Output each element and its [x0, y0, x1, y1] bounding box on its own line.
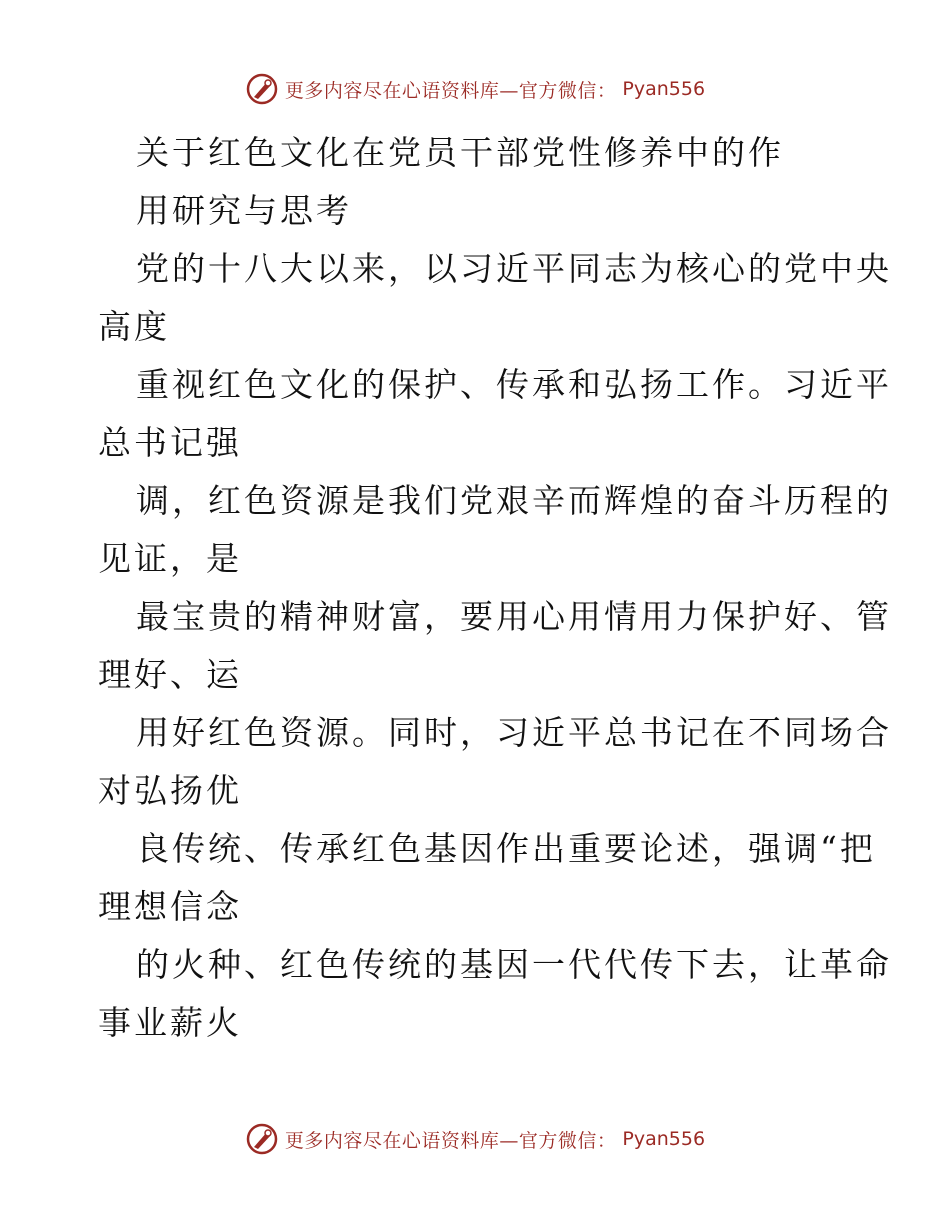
text-line: 理好、运 — [98, 655, 242, 694]
text-line: 对弘扬优 — [98, 771, 242, 810]
text-line: 用好红色资源。同时，习近平总书记在不同场合 — [136, 713, 892, 752]
text-line: 调，红色资源是我们党艰辛而辉煌的奋斗历程的 — [136, 481, 892, 520]
text-line: 的火种、红色传统的基因一代代传下去，让革命 — [136, 945, 892, 984]
text-line: 用研究与思考 — [136, 191, 352, 230]
text-line: 总书记强 — [98, 423, 242, 462]
text-line: 最宝贵的精神财富，要用心用情用力保护好、管 — [136, 597, 892, 636]
pen-nib-logo-icon — [245, 72, 279, 106]
pen-nib-logo-icon — [245, 1122, 279, 1156]
banner-text: 更多内容尽在心语资料库—官方微信： — [284, 79, 617, 102]
wechat-id: Pyan556 — [622, 78, 706, 100]
text-line: 重视红色文化的保护、传承和弘扬工作。习近平 — [136, 365, 892, 404]
document-body — [98, 124, 892, 1052]
text-line: 高度 — [98, 307, 170, 346]
footer-banner — [0, 1122, 950, 1156]
text-line: 理想信念 — [98, 887, 242, 926]
text-line: 见证，是 — [98, 539, 242, 578]
banner-text: 更多内容尽在心语资料库—官方微信： — [284, 1129, 617, 1152]
wechat-id: Pyan556 — [622, 1128, 706, 1150]
text-line: 关于红色文化在党员干部党性修养中的作 — [136, 133, 784, 172]
header-banner — [0, 72, 950, 106]
text-line: 党的十八大以来，以习近平同志为核心的党中央 — [136, 249, 892, 288]
text-line: 良传统、传承红色基因作出重要论述，强调“把 — [136, 829, 876, 868]
text-line: 事业薪火 — [98, 1003, 242, 1042]
